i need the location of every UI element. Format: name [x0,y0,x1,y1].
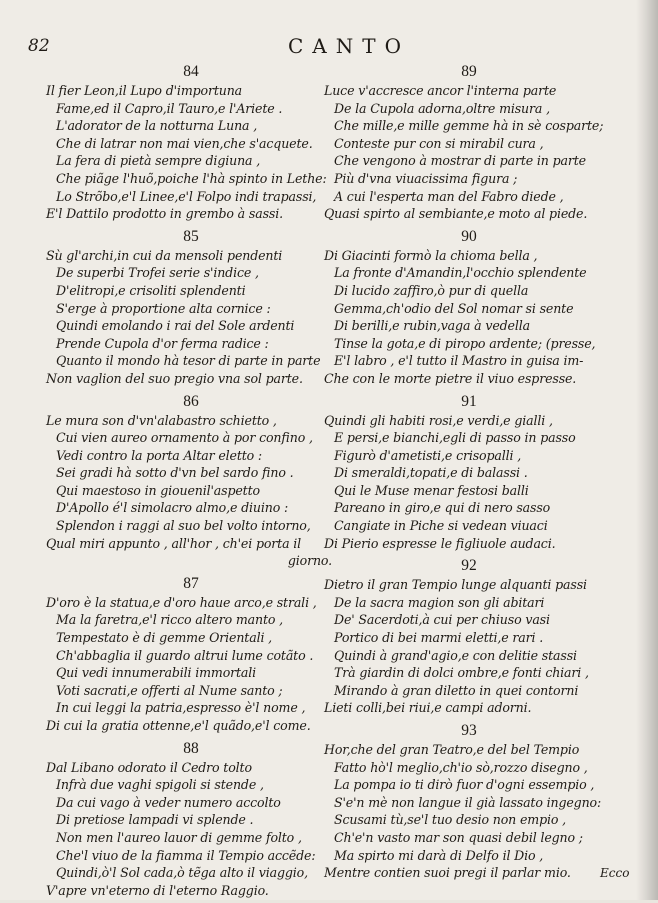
verse-line: Di Giacinti formò la chioma bella , [324,247,538,263]
verse-line: Qui le Muse menar festosi balli [334,482,529,498]
stanza-number: 85 [183,227,199,245]
verse-line: S'e'n mè non langue il già lassato ingegno: [334,794,602,810]
verse-line: La fera di pietà sempre digiuna , [56,153,261,169]
verse-line: D'Apollo é'l simolacro almo,e diuino : [56,500,289,516]
verse-line: Prende Cupola d'or ferma radice : [56,335,269,351]
verse-line: Non vaglion del suo pregio vna sol parte. [46,370,303,386]
verse-line: Portico di bei marmi eletti,e rari . [334,630,544,646]
verse-line: Quindi gli habiti rosi,e verdi,e gialli , [324,412,553,428]
verse-line: Mirando à gran diletto in quei contorni [334,682,579,698]
verse-line: Di smeraldi,topati,e di balassi . [334,465,528,481]
verse-line: Vedi contro la porta Altar eletto : [56,447,263,463]
stanza-number: 89 [461,63,477,80]
verse-line: Di cui la gratia ottenne,e'l quãdo,e'l come. [46,718,311,733]
verse-line: De la Cupola adorna,oltre misura , [334,100,550,116]
verse-line: Lo Strõbo,e'l Linee,e'l Folpo indi trapassi, [56,188,317,204]
verse-line: Cui vien aureo ornamento à por confino , [56,430,313,446]
right-column [324,62,614,886]
verse-line: Fatto hò'l meglio,ch'io sò,rozzo disegno , [334,759,588,775]
stanza [324,62,614,223]
verse-line: De la sacra magion son gli abitari [334,594,545,610]
stanza [46,62,336,223]
stanza-number: 88 [183,739,199,757]
verse-line: Di pretiose lampadi vi splende . [56,812,254,828]
stanza [46,574,336,735]
verse-line: L'adorator de la notturna Luna , [56,118,258,134]
verse-line: Luce v'accresce ancor l'interna parte [324,83,557,98]
stanza-number: 91 [461,392,477,410]
verse-line: Trà giardin di dolci ombre,e fonti chiari , [334,665,589,681]
verse-line: Qual miri appunto , all'hor , ch'ei porta il [46,535,302,551]
stanza-number: 86 [183,392,199,410]
verse-line: Tinse la gota,e di piropo ardente; (presse, [334,335,596,351]
verse-line: Lieti colli,bei riui,e campi adorni. [324,700,532,716]
stanza [324,721,614,882]
verse-line: La fronte d'Amandin,l'occhio splendente [334,265,587,281]
verse-line: Tempestato è di gemme Orientali , [56,630,273,646]
verse-line: Di Pierio espresse le figliuole audaci. [324,535,556,551]
verse-line: S'erge à proportione alta cornice : [56,300,271,316]
verse-line: Splendon i raggi al suo bel volto intorno, [56,518,311,534]
verse-line: Infrà due vaghi spigoli si stende , [56,777,264,793]
verse-line: Di berilli,e rubin,vaga à vedella [334,318,530,334]
verse-line: Quasi spirto al sembiante,e moto al piede. [324,206,588,222]
stanza-number: 93 [461,722,477,739]
verse-line: Quanto il mondo hà tesor di parte in parte [56,353,321,369]
verse-line: E'l labro , e'l tutto il Mastro in guisa im- [334,353,584,369]
verse-line: Hor,che del gran Teatro,e del bel Tempio [324,742,580,757]
verse-line: Non men l'aureo lauor di gemme folto , [56,829,302,845]
left-column [46,62,336,903]
verse-line: Ch'e'n vasto mar son quasi debil legno ; [334,829,583,845]
verse-line: La pompa io ti dirò fuor d'ogni essempio , [334,777,595,793]
page-number: 82 [28,36,50,56]
verse-line: Mentre contien suoi pregi il parlar mio. [324,865,571,881]
verse-line: Che'l viuo de la fiamma il Tempio accẽde: [56,847,316,863]
stanza [324,556,614,717]
stanza [324,392,614,553]
verse-line: V'apre vn'eterno di l'eterno Raggio. [46,882,269,898]
verse-line: Scusami tù,se'l tuo desio non empio , [334,812,566,828]
verse-line: Dietro il gran Tempio lunge alquanti passi [324,577,587,593]
verse-line: Ma la faretra,e'l ricco altero manto , [56,612,284,628]
stanza-number: 84 [183,63,199,80]
verse-line: Dal Libano odorato il Cedro tolto [46,759,252,775]
verse-line: Più d'vna viuacissima figura ; [334,170,518,186]
verse-line: Voti sacrati,e offerti al Nume santo ; [56,682,283,698]
verse-line: E'l Dattilo prodotto in grembo à sassi. [46,206,283,222]
verse-line: Quindi emolando i rai del Sole ardenti [56,318,295,334]
verse-line: Ma spirto mi darà di Delfo il Dio , [334,847,544,863]
stanza [46,227,336,388]
verse-line: Fame,ed il Capro,il Tauro,e l'Ariete . [56,100,283,116]
verse-line: Che vengono à mostrar di parte in parte [334,153,586,169]
verse-line: Le mura son d'vn'alabastro schietto , [46,412,277,428]
verse-line: Sù gl'archi,in cui da mensoli pendenti [46,247,283,263]
stanza [46,739,336,900]
running-title: CANTO [288,34,410,58]
stanza-number: 92 [461,557,477,575]
verse-line: Figurò d'ametisti,e crisopalli , [334,447,522,463]
verse-line: E persi,e bianchi,egli di passo in passo [334,430,576,446]
verse-line: Cangiate in Piche si vedean viuaci [334,518,548,534]
verse-line: D'elitropi,e crisoliti splendenti [56,282,246,298]
verse-line: Che piãge l'huõ,poiche l'hà spinto in Lethe: [56,170,327,186]
verse-line: Il fier Leon,il Lupo d'importuna [46,83,243,98]
stanza-number: 87 [183,574,199,592]
stanza [324,227,614,388]
verse-line: Di lucido zaffiro,ò pur di quella [334,282,529,298]
verse-line: De' Sacerdoti,à cui per chiuso vasi [334,612,550,628]
verse-line: Pareano in giro,e qui di nero sasso [334,500,551,516]
verse-line: Qui vedi innumerabili immortali [56,665,257,681]
verse-line: Gemma,ch'odio del Sol nomar si sente [334,300,574,316]
verse-line: Conteste pur con si mirabil cura , [334,135,544,151]
stanza [46,392,336,570]
verse-line: Ch'abbaglia il guardo altrui lume cotãto . [56,647,314,663]
verse-line: Da cui vago à veder numero accolto [56,794,281,810]
verse-line: Qui maestoso in giouenil'aspetto [56,482,260,498]
verse-line: Che con le morte pietre il viuo espresse. [324,370,577,386]
verse-line: D'oro è la statua,e d'oro haue arco,e strali , [46,594,317,610]
verse-line: Quindi à grand'agio,e con delitie stassi [334,647,577,663]
verse-line: In cui leggi la patria,espresso è'l nome , [56,700,306,716]
catchword: Ecco [600,866,630,880]
verse-line: Che di latrar non mai vien,che s'acquete. [56,135,313,151]
verse-line: Sei gradi hà sotto d'vn bel sardo fino . [56,465,294,481]
verse-line: Quindi,ò'l Sol cada,ò tẽga alto il viaggio, [56,865,308,881]
verse-line: giorno. [287,553,332,569]
verse-line: De superbi Trofei serie s'indice , [56,265,259,281]
verse-line: Che mille,e mille gemme hà in sè cosparte; [334,118,604,134]
verse-line: A cui l'esperta man del Fabro diede , [334,188,564,204]
stanza-number: 90 [461,227,477,245]
page-gutter-shadow [636,0,658,900]
